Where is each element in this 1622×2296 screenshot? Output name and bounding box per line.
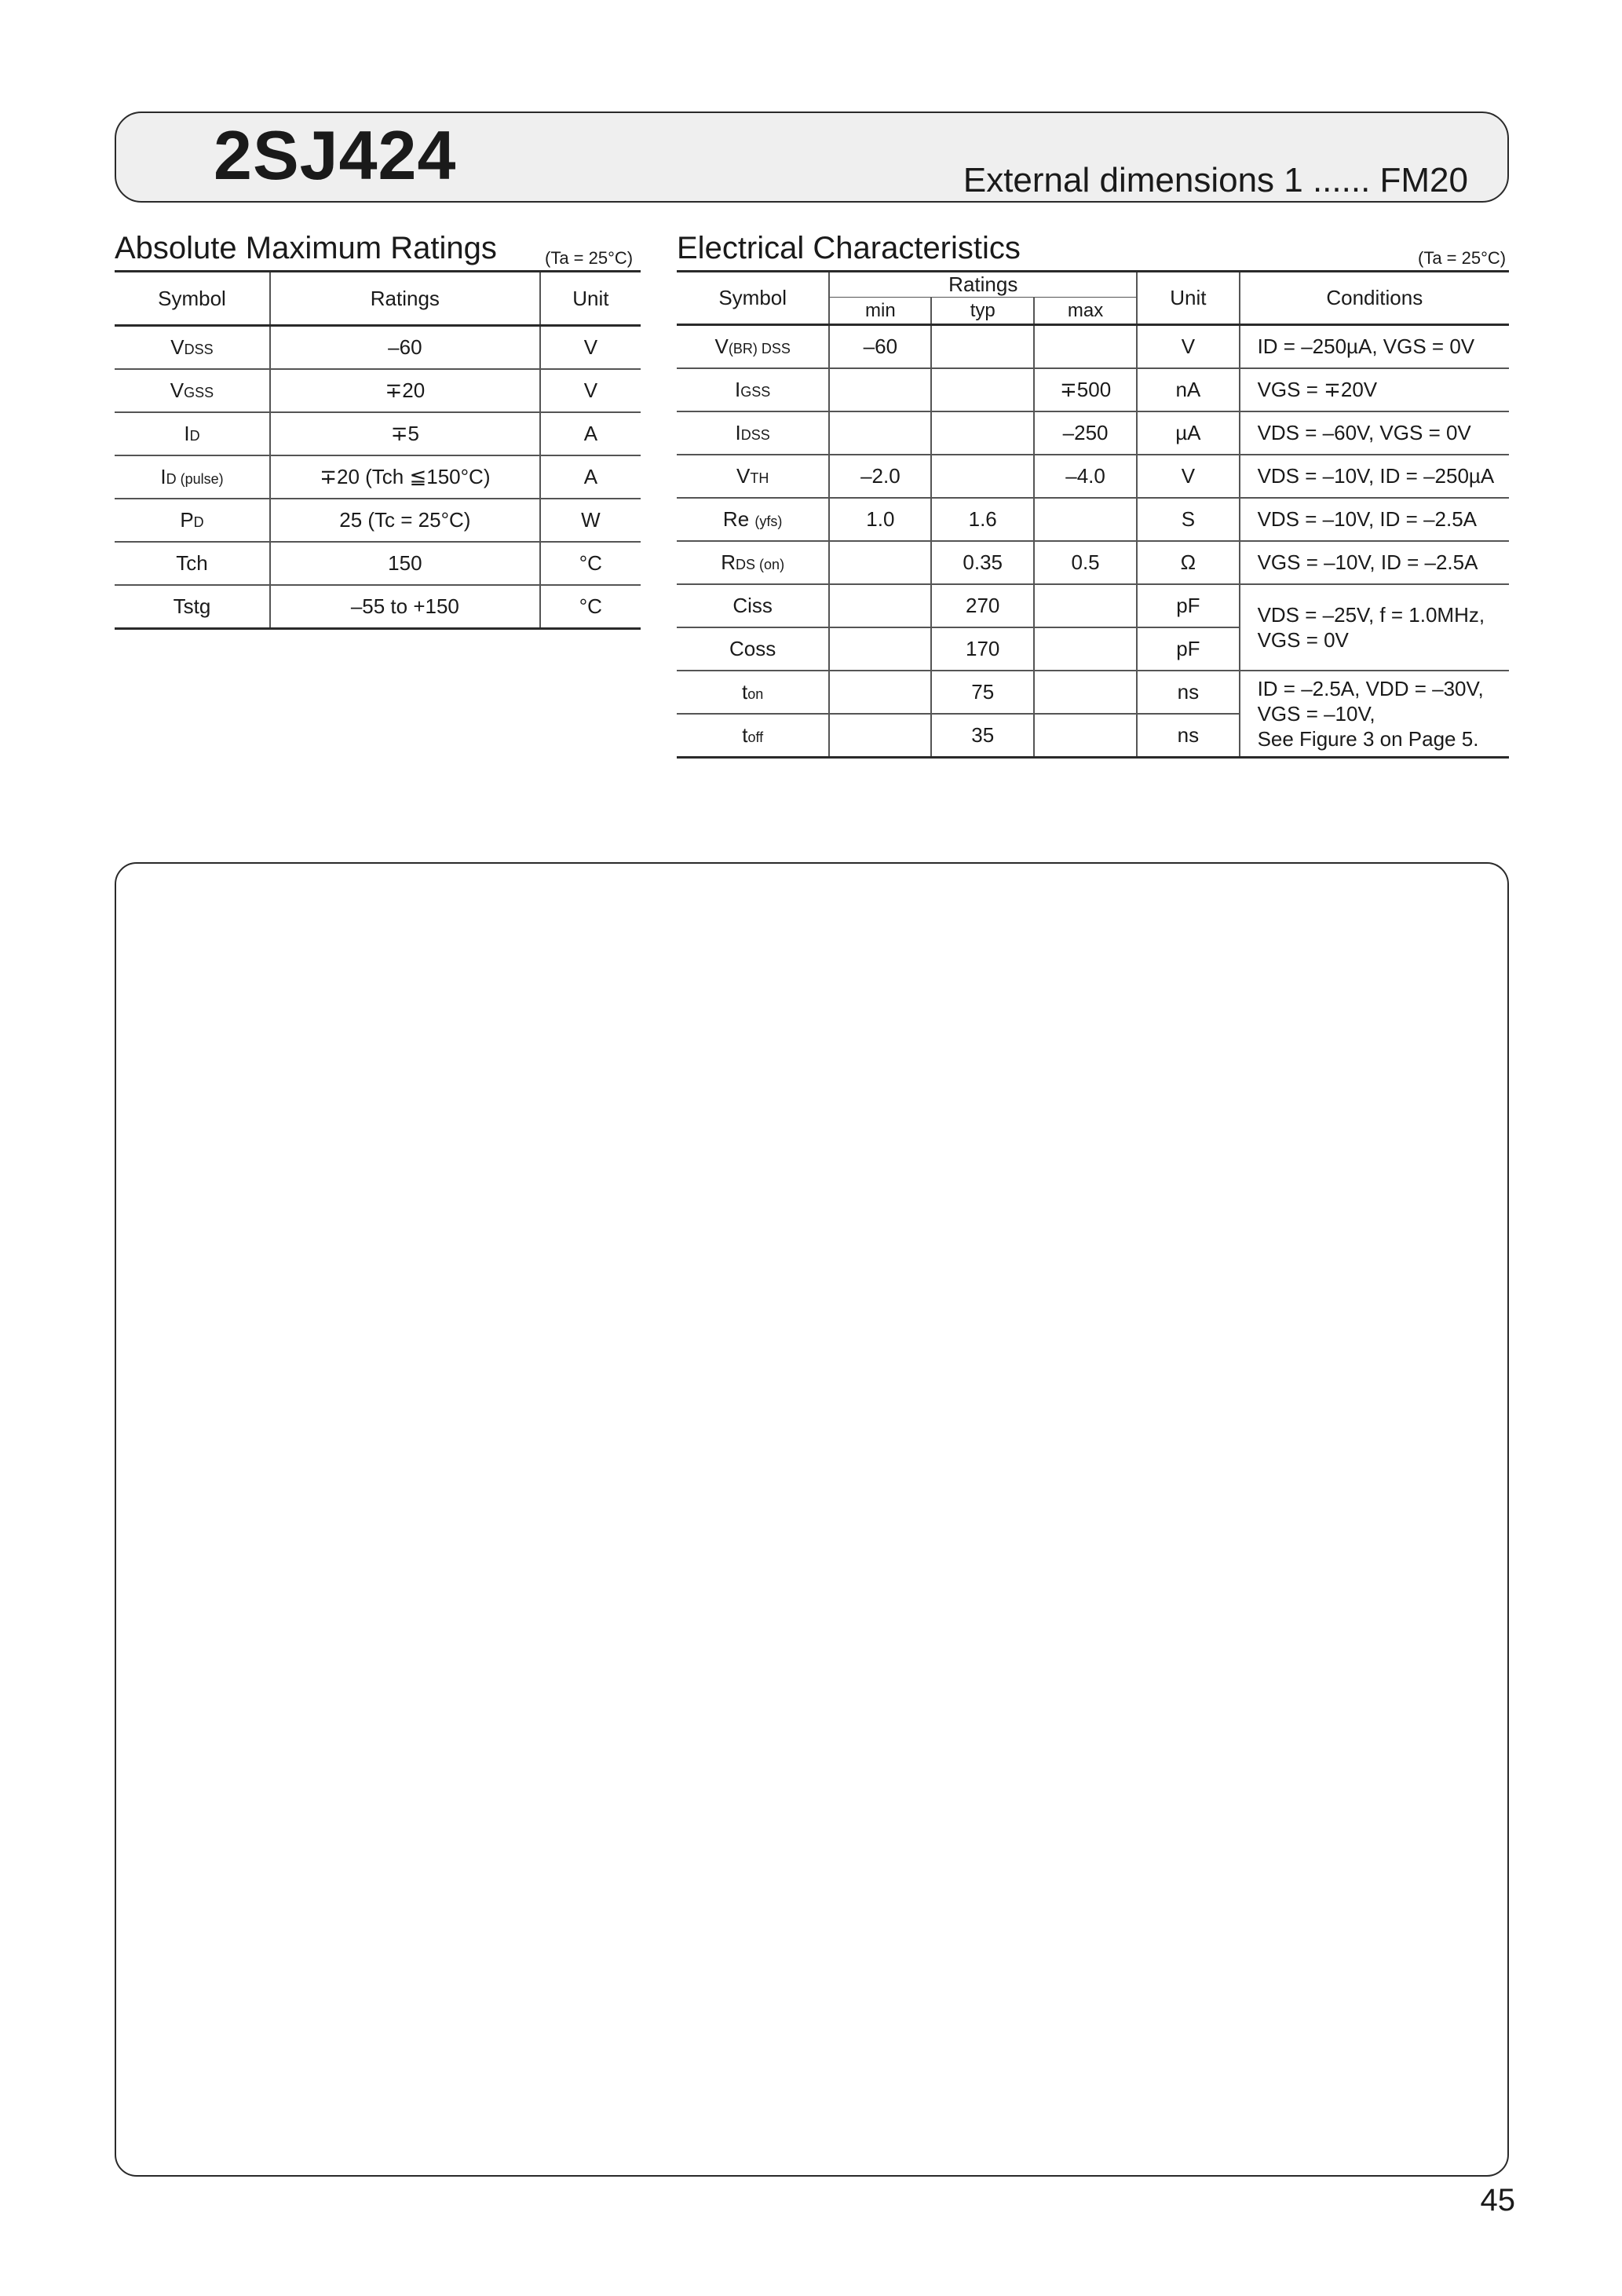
max-cell: [1034, 498, 1137, 541]
max-cell: [1034, 627, 1137, 671]
table-row: [115, 455, 641, 499]
unit-cell: V: [1137, 455, 1239, 498]
rating-cell: ∓20: [270, 369, 540, 412]
symbol-cell: [115, 369, 270, 412]
table-row: [677, 455, 1509, 498]
unit-cell: A: [540, 412, 641, 455]
abs-max-title: Absolute Maximum Ratings: [115, 231, 497, 265]
min-cell: [829, 584, 931, 627]
conditions-line: ID = –2.5A, VDD = –30V,: [1257, 677, 1484, 700]
typ-cell: 270: [931, 584, 1034, 627]
table-row: [677, 584, 1509, 627]
col-ratings: Ratings: [829, 272, 1137, 298]
max-cell: [1034, 325, 1137, 369]
symbol-main: V: [736, 464, 751, 488]
col-max: max: [1034, 298, 1137, 325]
unit-cell: pF: [1137, 627, 1239, 671]
unit-cell: µA: [1137, 411, 1239, 455]
symbol-subscript: DSS: [740, 427, 770, 443]
conditions-line: VGS = –10V,: [1257, 702, 1375, 726]
abs-max-ta-note: (Ta = 25°C): [545, 248, 634, 268]
min-cell: [829, 627, 931, 671]
symbol-subscript: D: [193, 514, 204, 530]
abs-max-table: [115, 270, 641, 630]
unit-cell: S: [1137, 498, 1239, 541]
max-cell: –4.0: [1034, 455, 1137, 498]
conditions-line: See Figure 3 on Page 5.: [1257, 727, 1479, 751]
symbol-main: Re: [722, 507, 755, 531]
elec-table: [677, 270, 1509, 759]
max-cell: –250: [1034, 411, 1137, 455]
unit-cell: °C: [579, 594, 602, 618]
conditions-line: VGS = 0V: [1257, 628, 1349, 652]
typ-cell: [931, 411, 1034, 455]
max-cell: 0.5: [1034, 541, 1137, 584]
outline-drawing-panel: [115, 862, 1509, 2177]
page-number: 45: [1480, 2183, 1515, 2217]
symbol-subscript: off: [747, 729, 764, 745]
symbol-subscript: D: [189, 428, 200, 444]
max-cell: [1034, 671, 1137, 714]
unit-cell: A: [540, 455, 641, 499]
typ-cell: [931, 455, 1034, 498]
symbol-subscript: TH: [750, 470, 769, 486]
unit-cell: V: [1137, 325, 1239, 369]
col-min: min: [829, 298, 931, 325]
conditions-cell: [1240, 584, 1509, 671]
symbol-cell: [677, 368, 829, 411]
rating-cell: ∓20 (Tch ≦150°C): [270, 455, 540, 499]
elec-ta-note: (Ta = 25°C): [1418, 248, 1507, 268]
symbol-main: V: [714, 335, 729, 358]
rating-cell: 25 (Tc = 25°C): [270, 499, 540, 542]
table-row: [115, 326, 641, 370]
header-box: [115, 112, 1509, 203]
max-cell: ∓500: [1034, 368, 1137, 411]
symbol-cell: [115, 412, 270, 455]
rating-cell: –60: [270, 326, 540, 370]
symbol-main: I: [735, 378, 741, 401]
symbol-cell: [115, 542, 270, 585]
conditions-cell: VGS = ∓20V: [1240, 368, 1509, 411]
col-unit: Unit: [1137, 272, 1239, 325]
typ-cell: 35: [931, 714, 1034, 758]
symbol-main: Coss: [729, 637, 776, 660]
typ-cell: 75: [931, 671, 1034, 714]
symbol-main: Ciss: [732, 594, 773, 617]
symbol-cell: [677, 627, 829, 671]
min-cell: [829, 368, 931, 411]
table-row: [677, 541, 1509, 584]
symbol-cell: [115, 499, 270, 542]
table-row: [115, 412, 641, 455]
symbol-cell: [677, 325, 829, 369]
table-row: [677, 671, 1509, 714]
symbol-main: R: [721, 550, 736, 574]
rating-cell: –55 to +150: [270, 585, 540, 629]
typ-cell: [931, 368, 1034, 411]
table-row: [115, 542, 641, 585]
symbol-cell: [677, 584, 829, 627]
col-typ: typ: [931, 298, 1034, 325]
conditions-cell: ID = –250µA, VGS = 0V: [1240, 325, 1509, 369]
symbol-main: I: [735, 421, 741, 444]
conditions-cell: VDS = –60V, VGS = 0V: [1240, 411, 1509, 455]
symbol-cell: [677, 411, 829, 455]
typ-cell: 0.35: [931, 541, 1034, 584]
symbol-subscript: (BR) DSS: [728, 341, 791, 356]
table-row: [677, 368, 1509, 411]
table-row: [677, 411, 1509, 455]
conditions-cell: [1240, 671, 1509, 758]
symbol-main: V: [170, 378, 184, 402]
min-cell: [829, 714, 931, 758]
rating-cell: ∓5: [270, 412, 540, 455]
symbol-main: t: [742, 723, 748, 747]
unit-cell: W: [540, 499, 641, 542]
symbol-subscript: (yfs): [754, 514, 783, 529]
min-cell: –60: [829, 325, 931, 369]
unit-cell: V: [540, 326, 641, 370]
symbol-main: Tstg: [173, 594, 211, 618]
symbol-subscript: GSS: [184, 385, 214, 400]
symbol-subscript: D (pulse): [166, 471, 224, 487]
symbol-cell: [677, 671, 829, 714]
unit-cell: pF: [1137, 584, 1239, 627]
conditions-cell: VDS = –10V, ID = –250µA: [1240, 455, 1509, 498]
symbol-cell: [677, 714, 829, 758]
min-cell: [829, 671, 931, 714]
typ-cell: 1.6: [931, 498, 1034, 541]
table-row: [115, 369, 641, 412]
table-row: [115, 585, 641, 629]
symbol-main: I: [184, 422, 190, 445]
conditions-line: VDS = –25V, f = 1.0MHz,: [1257, 603, 1485, 627]
typ-cell: 170: [931, 627, 1034, 671]
min-cell: 1.0: [829, 498, 931, 541]
symbol-cell: [115, 455, 270, 499]
col-symbol: Symbol: [677, 272, 829, 325]
symbol-main: Tch: [176, 551, 208, 575]
symbol-main: I: [160, 465, 166, 488]
typ-cell: [931, 325, 1034, 369]
max-cell: [1034, 584, 1137, 627]
min-cell: –2.0: [829, 455, 931, 498]
min-cell: [829, 541, 931, 584]
unit-cell: °C: [540, 542, 641, 585]
unit-cell: Ω: [1137, 541, 1239, 584]
part-number: 2SJ424: [214, 116, 457, 194]
symbol-main: P: [180, 508, 194, 532]
symbol-subscript: DSS: [184, 342, 214, 357]
max-cell: [1034, 714, 1137, 758]
conditions-cell: VDS = –10V, ID = –2.5A: [1240, 498, 1509, 541]
symbol-cell: [677, 455, 829, 498]
elec-title: Electrical Characteristics: [677, 231, 1021, 265]
symbol-subscript: GSS: [740, 384, 771, 400]
unit-cell: nA: [1137, 368, 1239, 411]
symbol-main: t: [742, 680, 748, 704]
col-unit: Unit: [540, 272, 641, 326]
symbol-cell: [677, 541, 829, 584]
unit-cell: V: [540, 369, 641, 412]
symbol-cell: [677, 498, 829, 541]
conditions-cell: VGS = –10V, ID = –2.5A: [1240, 541, 1509, 584]
symbol-cell: [115, 326, 270, 370]
symbol-subscript: on: [747, 686, 764, 702]
symbol-subscript: DS (on): [736, 557, 785, 572]
external-dimensions: External dimensions 1 ...... FM20: [963, 161, 1468, 199]
symbol-cell: [115, 585, 270, 629]
unit-cell: ns: [1137, 714, 1239, 758]
col-conditions: Conditions: [1240, 272, 1509, 325]
table-row: [677, 325, 1509, 369]
table-row: [677, 498, 1509, 541]
min-cell: [829, 411, 931, 455]
symbol-main: V: [170, 335, 184, 359]
unit-cell: ns: [1137, 671, 1239, 714]
rating-cell: 150: [270, 542, 540, 585]
table-row: [115, 499, 641, 542]
col-ratings: Ratings: [270, 272, 540, 326]
col-symbol: Symbol: [115, 272, 270, 326]
